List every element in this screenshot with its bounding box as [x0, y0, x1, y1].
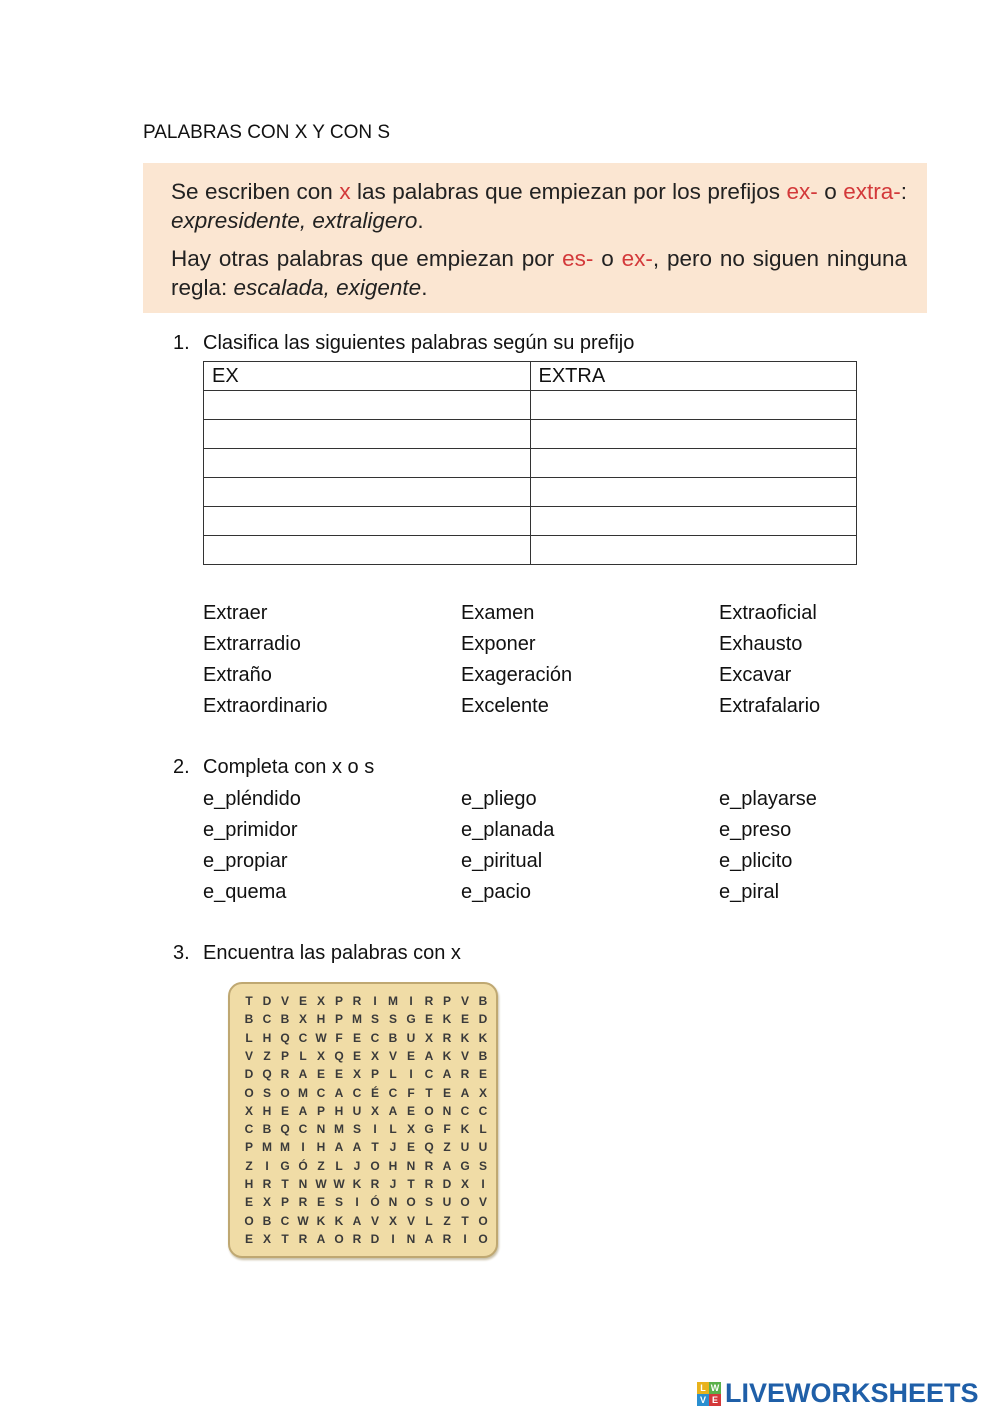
rule-paragraph-1: Se escriben con x las palabras que empiezan por los prefijos ex- o extra-: expresidente, extraligero. — [171, 179, 907, 233]
word-search-letter[interactable]: Ó — [298, 1158, 308, 1173]
word-search-letter[interactable]: A — [424, 1231, 434, 1246]
word-search-letter[interactable]: X — [424, 1030, 433, 1045]
word-search-letter[interactable]: L — [299, 1048, 307, 1063]
word-search-letter[interactable]: U — [478, 1140, 488, 1155]
table-header-row — [204, 362, 857, 391]
word-search-letter[interactable]: O — [370, 1158, 380, 1173]
word-search-letter[interactable]: D — [370, 1231, 380, 1246]
word-search-row — [240, 1157, 492, 1175]
word-search-letter[interactable]: X — [370, 1103, 379, 1118]
word-search-letter[interactable]: T — [281, 1177, 289, 1191]
fill-word[interactable]: e_primidor — [203, 819, 298, 841]
word-search-letter[interactable]: W — [315, 1177, 327, 1191]
word-search-letter[interactable]: R — [424, 1177, 434, 1191]
word-search-letter[interactable]: E — [406, 1140, 415, 1155]
word-search-letter[interactable]: G — [460, 1158, 470, 1173]
word-search-letter[interactable]: R — [370, 1177, 380, 1191]
word-search-row — [240, 1010, 492, 1028]
word-search-row — [240, 1084, 492, 1102]
word-search-letter[interactable]: R — [352, 1231, 362, 1246]
word-search-letter[interactable]: O — [280, 1085, 290, 1100]
word-item: Extrafalario — [719, 695, 821, 717]
word-search-letter[interactable]: M — [334, 1122, 344, 1137]
word-search-letter[interactable]: Q — [424, 1140, 434, 1155]
word-search-letter[interactable]: E — [460, 1012, 469, 1027]
word-search-letter[interactable]: V — [280, 994, 289, 1008]
word-search-row — [240, 1047, 492, 1065]
word-search-letter[interactable]: E — [244, 1195, 253, 1210]
word-search-letter[interactable]: B — [478, 994, 488, 1008]
word-search-letter[interactable]: V — [460, 1048, 469, 1063]
word-search-letter[interactable]: E — [316, 1195, 325, 1210]
word-search-letter[interactable]: P — [280, 1195, 289, 1210]
rule-paragraph-2: Hay otras palabras que empiezan por es- o ex-, pero no siguen ninguna regla: escalada, exigente. — [171, 246, 907, 300]
word-search-letter[interactable]: X — [244, 1103, 253, 1118]
word-search-letter[interactable]: R — [298, 1195, 308, 1210]
word-search-row — [240, 1212, 492, 1230]
fill-word[interactable]: e_quema — [203, 881, 287, 903]
word-item: Excelente — [461, 695, 549, 717]
word-search-letter[interactable]: C — [298, 1030, 308, 1045]
word-search-letter[interactable]: H — [262, 1103, 272, 1118]
liveworksheets-logo-icon — [697, 1382, 721, 1406]
word-search-letter[interactable]: T — [245, 994, 253, 1008]
header-extra: EXTRA — [530, 362, 857, 391]
word-search-letter[interactable]: C — [352, 1085, 362, 1100]
word-search-letter[interactable]: X — [316, 1048, 325, 1063]
word-search-row — [240, 1102, 492, 1120]
answer-cell-ex[interactable] — [204, 391, 531, 420]
table-row — [204, 478, 857, 507]
word-search-letter[interactable]: F — [335, 1030, 343, 1045]
word-search-letter[interactable]: S — [424, 1195, 433, 1210]
table-row — [204, 449, 857, 478]
answer-cell-ex[interactable] — [204, 507, 531, 536]
fill-word[interactable]: e_pliego — [461, 788, 537, 810]
word-search-letter[interactable]: B — [388, 1030, 398, 1045]
word-search-letter[interactable]: U — [352, 1103, 362, 1118]
logo-tile: V — [697, 1394, 709, 1406]
word-search-letter[interactable]: E — [478, 1067, 487, 1082]
word-search-letter[interactable]: L — [335, 1158, 343, 1173]
question-3-heading: 3. Encuentra las palabras con x — [173, 942, 461, 964]
word-search-row — [240, 992, 492, 1010]
word-search-letter[interactable]: R — [352, 994, 362, 1008]
word-search-letter[interactable]: T — [281, 1231, 289, 1246]
word-search-letter[interactable]: K — [334, 1213, 344, 1228]
word-search-letter[interactable]: A — [442, 1158, 452, 1173]
word-search-letter[interactable]: A — [334, 1085, 344, 1100]
word-search-row — [240, 1175, 492, 1193]
word-search-letter[interactable]: É — [370, 1085, 379, 1100]
answer-cell-extra[interactable] — [530, 507, 857, 536]
word-search-letter[interactable]: H — [316, 1140, 326, 1155]
word-search-letter[interactable]: R — [442, 1231, 452, 1246]
word-search-letter[interactable]: X — [316, 994, 325, 1008]
word-search-letter[interactable]: X — [262, 1231, 271, 1246]
rule-box — [143, 163, 927, 313]
word-item: Extraoficial — [719, 602, 817, 624]
word-search-letter[interactable]: X — [478, 1085, 487, 1100]
answer-cell-ex[interactable] — [204, 420, 531, 449]
word-search-letter[interactable]: H — [262, 1030, 272, 1045]
word-search-letter[interactable]: P — [280, 1048, 289, 1063]
word-search-letter[interactable]: A — [388, 1103, 398, 1118]
fill-word[interactable]: e_piral — [719, 881, 780, 903]
word-search-letter[interactable]: T — [407, 1177, 415, 1191]
word-search-letter[interactable]: U — [406, 1030, 416, 1045]
word-search-letter[interactable]: N — [316, 1122, 326, 1137]
word-search-letter[interactable]: E — [298, 994, 307, 1008]
fill-word[interactable]: e_playarse — [719, 788, 817, 810]
word-search-letter[interactable]: A — [298, 1067, 308, 1082]
word-search-letter[interactable]: F — [407, 1085, 415, 1100]
q1-word-list — [203, 598, 903, 722]
word-search-letter[interactable]: X — [298, 1012, 307, 1027]
word-search-letter[interactable]: N — [442, 1103, 452, 1118]
word-search-letter[interactable]: P — [442, 994, 451, 1008]
word-item: Exageración — [461, 664, 573, 686]
word-search-letter[interactable]: S — [370, 1012, 379, 1027]
word-search-letter[interactable]: I — [355, 1195, 359, 1210]
answer-cell-extra[interactable] — [530, 536, 857, 565]
word-search-letter[interactable]: C — [478, 1103, 488, 1118]
word-search-letter[interactable]: E — [280, 1103, 289, 1118]
word-search-letter[interactable]: B — [262, 1122, 272, 1137]
word-search-letter[interactable]: C — [424, 1067, 434, 1082]
word-search-letter[interactable]: E — [406, 1103, 415, 1118]
word-search-letter[interactable]: C — [460, 1103, 470, 1118]
answer-cell-ex[interactable] — [204, 536, 531, 565]
word-item: Excavar — [719, 664, 792, 686]
word-search-letter[interactable]: D — [262, 994, 272, 1008]
word-search-letter[interactable]: Z — [317, 1158, 325, 1173]
question-2-heading: 2. Completa con x o s — [173, 756, 375, 778]
word-search-letter[interactable]: Q — [280, 1122, 290, 1137]
word-search-letter[interactable]: S — [388, 1012, 397, 1027]
logo-tile: W — [710, 1382, 720, 1393]
word-search-letter[interactable]: I — [463, 1231, 467, 1246]
word-search-letter[interactable]: E — [316, 1067, 325, 1082]
word-search-letter[interactable]: J — [389, 1177, 397, 1191]
word-search-letter[interactable]: V — [244, 1048, 253, 1063]
table-row — [204, 420, 857, 449]
word-search-letter[interactable]: O — [334, 1231, 344, 1246]
word-search-letter[interactable]: O — [478, 1213, 488, 1228]
word-search-letter[interactable]: J — [353, 1158, 361, 1173]
word-search-row — [240, 1120, 492, 1138]
table-row — [204, 507, 857, 536]
word-search-letter[interactable]: X — [262, 1195, 271, 1210]
word-search-letter[interactable]: R — [280, 1067, 290, 1082]
word-item: Extraño — [203, 664, 272, 686]
word-search-letter[interactable]: M — [352, 1012, 362, 1027]
word-search-letter[interactable]: O — [244, 1085, 254, 1100]
word-item: Exponer — [461, 633, 536, 655]
word-search-letter[interactable]: P — [370, 1067, 379, 1082]
word-search-letter[interactable]: O — [406, 1195, 416, 1210]
word-search-row — [240, 1230, 492, 1248]
word-search-letter[interactable]: K — [352, 1177, 362, 1191]
word-search-letter[interactable]: O — [244, 1213, 254, 1228]
word-search-letter[interactable]: O — [460, 1195, 470, 1210]
word-search-letter[interactable]: I — [481, 1177, 485, 1191]
answer-cell-ex[interactable] — [204, 478, 531, 507]
table-row — [204, 391, 857, 420]
word-search-letter[interactable]: S — [352, 1122, 361, 1137]
word-search-letter[interactable]: E — [244, 1231, 253, 1246]
word-search-letter[interactable]: B — [280, 1012, 290, 1027]
q2-word-list — [203, 784, 903, 908]
word-search-letter[interactable]: N — [298, 1177, 308, 1191]
word-search-letter[interactable]: V — [388, 1048, 397, 1063]
brand-name: LIVEWORKSHEETS — [725, 1378, 979, 1408]
word-search-letter[interactable]: E — [424, 1012, 433, 1027]
word-search-letter[interactable]: P — [334, 994, 343, 1008]
word-search-letter[interactable]: D — [442, 1177, 452, 1191]
word-search-letter[interactable]: E — [334, 1067, 343, 1082]
answer-cell-extra[interactable] — [530, 478, 857, 507]
word-search-letter[interactable]: G — [406, 1012, 416, 1027]
word-search-letter[interactable]: R — [442, 1030, 452, 1045]
word-search-letter[interactable]: Z — [263, 1048, 271, 1063]
word-search-letter[interactable]: G — [280, 1158, 290, 1173]
fill-word[interactable]: e_propiar — [203, 850, 288, 872]
word-search-letter[interactable]: L — [479, 1122, 487, 1137]
word-search-letter[interactable]: H — [244, 1177, 254, 1191]
word-search-letter[interactable]: V — [460, 994, 469, 1008]
word-search-row — [240, 1029, 492, 1047]
table-row — [204, 536, 857, 565]
word-search-letter[interactable]: W — [333, 1177, 345, 1191]
word-search-letter[interactable]: V — [370, 1213, 379, 1228]
word-search-letter[interactable]: T — [425, 1085, 433, 1100]
word-search-letter[interactable]: M — [298, 1085, 308, 1100]
word-search-letter[interactable]: K — [478, 1030, 488, 1045]
word-search-letter[interactable]: M — [280, 1140, 290, 1155]
fill-word[interactable]: e_piritual — [461, 850, 543, 872]
word-search-letter[interactable]: H — [316, 1012, 326, 1027]
word-search-letter[interactable]: R — [298, 1231, 308, 1246]
word-search-letter[interactable]: P — [244, 1140, 253, 1155]
word-search-letter[interactable]: X — [460, 1177, 469, 1191]
word-search-letter[interactable]: Z — [443, 1140, 451, 1155]
word-search-letter[interactable]: I — [409, 994, 413, 1008]
word-search-letter[interactable]: I — [301, 1140, 305, 1155]
word-search-letter[interactable]: S — [262, 1085, 271, 1100]
word-search-letter[interactable]: B — [244, 1012, 254, 1027]
fill-word[interactable]: e_pacio — [461, 881, 532, 903]
word-search-letter[interactable]: O — [478, 1231, 488, 1246]
answer-cell-extra[interactable] — [530, 449, 857, 478]
classify-table — [203, 361, 857, 565]
word-search-row — [240, 1138, 492, 1156]
word-item: Exhausto — [719, 633, 803, 655]
word-search-letter[interactable]: E — [406, 1048, 415, 1063]
word-search-letter[interactable]: A — [316, 1231, 326, 1246]
word-search-letter[interactable]: I — [409, 1067, 413, 1082]
fill-word[interactable]: e_plicito — [719, 850, 793, 872]
word-search-letter[interactable]: L — [245, 1030, 253, 1045]
word-search-letter[interactable]: A — [298, 1103, 308, 1118]
word-search-letter[interactable]: X — [352, 1067, 361, 1082]
word-search-letter[interactable]: U — [442, 1195, 452, 1210]
word-search-letter[interactable]: W — [315, 1030, 327, 1045]
word-search-letter[interactable]: Z — [443, 1213, 451, 1228]
word-search-letter[interactable]: R — [460, 1067, 470, 1082]
word-search-letter[interactable]: C — [262, 1012, 272, 1027]
word-search-letter[interactable]: X — [388, 1213, 397, 1228]
page-title: PALABRAS CON X Y CON S — [143, 122, 391, 143]
word-search-letter[interactable]: A — [424, 1048, 434, 1063]
word-search-letter[interactable]: K — [460, 1030, 470, 1045]
word-search-letter[interactable]: X — [406, 1122, 415, 1137]
answer-cell-extra[interactable] — [530, 420, 857, 449]
word-search-puzzle — [228, 982, 498, 1258]
word-search-letter[interactable]: M — [262, 1140, 272, 1155]
question-1-heading: 1. Clasifica las siguientes palabras según su prefijo — [173, 332, 635, 354]
word-search-letter[interactable]: K — [316, 1213, 326, 1228]
word-item: Extraordinario — [203, 695, 328, 717]
word-search-letter[interactable]: N — [388, 1195, 398, 1210]
word-search-letter[interactable]: Z — [245, 1158, 253, 1173]
word-search-letter[interactable]: V — [406, 1213, 415, 1228]
word-search-letter[interactable]: R — [424, 994, 434, 1008]
word-search-letter[interactable]: C — [316, 1085, 326, 1100]
word-search-letter[interactable]: I — [373, 994, 377, 1008]
word-search-letter[interactable]: Ó — [370, 1195, 380, 1210]
word-search-letter[interactable]: E — [352, 1030, 361, 1045]
word-search-letter[interactable]: B — [478, 1048, 488, 1063]
word-search-letter[interactable]: A — [442, 1067, 452, 1082]
word-search-letter[interactable]: U — [460, 1140, 470, 1155]
word-search-letter[interactable]: D — [244, 1067, 254, 1082]
word-search-letter[interactable]: C — [370, 1030, 380, 1045]
word-search-letter[interactable]: Q — [262, 1067, 272, 1082]
word-search-letter[interactable]: K — [442, 1048, 452, 1063]
word-search-letter[interactable]: P — [334, 1012, 343, 1027]
logo-tile: E — [709, 1394, 721, 1406]
word-search-letter[interactable]: N — [406, 1231, 416, 1246]
word-search-letter[interactable]: I — [373, 1122, 377, 1137]
word-search-letter[interactable]: X — [370, 1048, 379, 1063]
word-item: Extraer — [203, 602, 268, 624]
word-search-letter[interactable]: T — [371, 1140, 379, 1155]
word-search-letter[interactable]: C — [298, 1122, 308, 1137]
word-search-letter[interactable]: A — [334, 1140, 344, 1155]
logo-tile: L — [697, 1382, 709, 1394]
word-search-letter[interactable]: G — [424, 1122, 434, 1137]
word-search-letter[interactable]: K — [442, 1012, 452, 1027]
word-search-letter[interactable]: T — [461, 1213, 469, 1228]
word-search-row — [240, 1193, 492, 1211]
word-search-letter[interactable]: A — [352, 1140, 362, 1155]
word-search-letter[interactable]: E — [352, 1048, 361, 1063]
word-search-row — [240, 1065, 492, 1083]
word-search-letter[interactable]: V — [478, 1195, 487, 1210]
word-search-letter[interactable]: A — [352, 1213, 362, 1228]
word-search-letter[interactable]: S — [334, 1195, 343, 1210]
fill-word[interactable]: e_preso — [719, 819, 792, 841]
word-search-letter[interactable]: L — [389, 1067, 397, 1082]
answer-cell-extra[interactable] — [530, 391, 857, 420]
word-search-letter[interactable]: K — [460, 1122, 470, 1137]
word-item: Extrarradio — [203, 633, 301, 655]
word-search-letter[interactable]: L — [425, 1213, 433, 1228]
word-search-letter[interactable]: I — [391, 1231, 395, 1246]
word-search-letter[interactable]: E — [442, 1085, 451, 1100]
word-search-letter[interactable]: C — [280, 1213, 290, 1228]
word-search-letter[interactable]: I — [265, 1158, 269, 1173]
word-search-letter[interactable]: Q — [280, 1030, 290, 1045]
word-search-letter[interactable]: H — [388, 1158, 398, 1173]
word-search-letter[interactable]: B — [262, 1213, 272, 1228]
word-item: Examen — [461, 602, 535, 624]
word-search-letter[interactable]: R — [262, 1177, 272, 1191]
word-search-letter[interactable]: J — [389, 1140, 397, 1155]
word-search-letter[interactable]: H — [334, 1103, 344, 1118]
word-search-letter[interactable]: M — [388, 994, 398, 1008]
word-search-letter[interactable]: D — [478, 1012, 488, 1027]
word-search-letter[interactable]: C — [388, 1085, 398, 1100]
word-search-letter[interactable]: S — [478, 1158, 487, 1173]
word-search-letter[interactable]: P — [316, 1103, 325, 1118]
word-search-letter[interactable]: N — [406, 1158, 416, 1173]
word-search-letter[interactable]: F — [443, 1122, 451, 1137]
word-search-letter[interactable]: C — [244, 1122, 254, 1137]
answer-cell-ex[interactable] — [204, 449, 531, 478]
word-search-letter[interactable]: O — [424, 1103, 434, 1118]
word-search-letter[interactable]: R — [424, 1158, 434, 1173]
fill-word[interactable]: e_pléndido — [203, 788, 301, 810]
word-search-letter[interactable]: A — [460, 1085, 470, 1100]
word-search-letter[interactable]: L — [389, 1122, 397, 1137]
word-search-letter[interactable]: Q — [334, 1048, 344, 1063]
fill-word[interactable]: e_planada — [461, 819, 555, 841]
header-ex: EX — [204, 362, 531, 391]
word-search-letter[interactable]: W — [297, 1213, 309, 1228]
liveworksheets-brand — [697, 1378, 979, 1409]
